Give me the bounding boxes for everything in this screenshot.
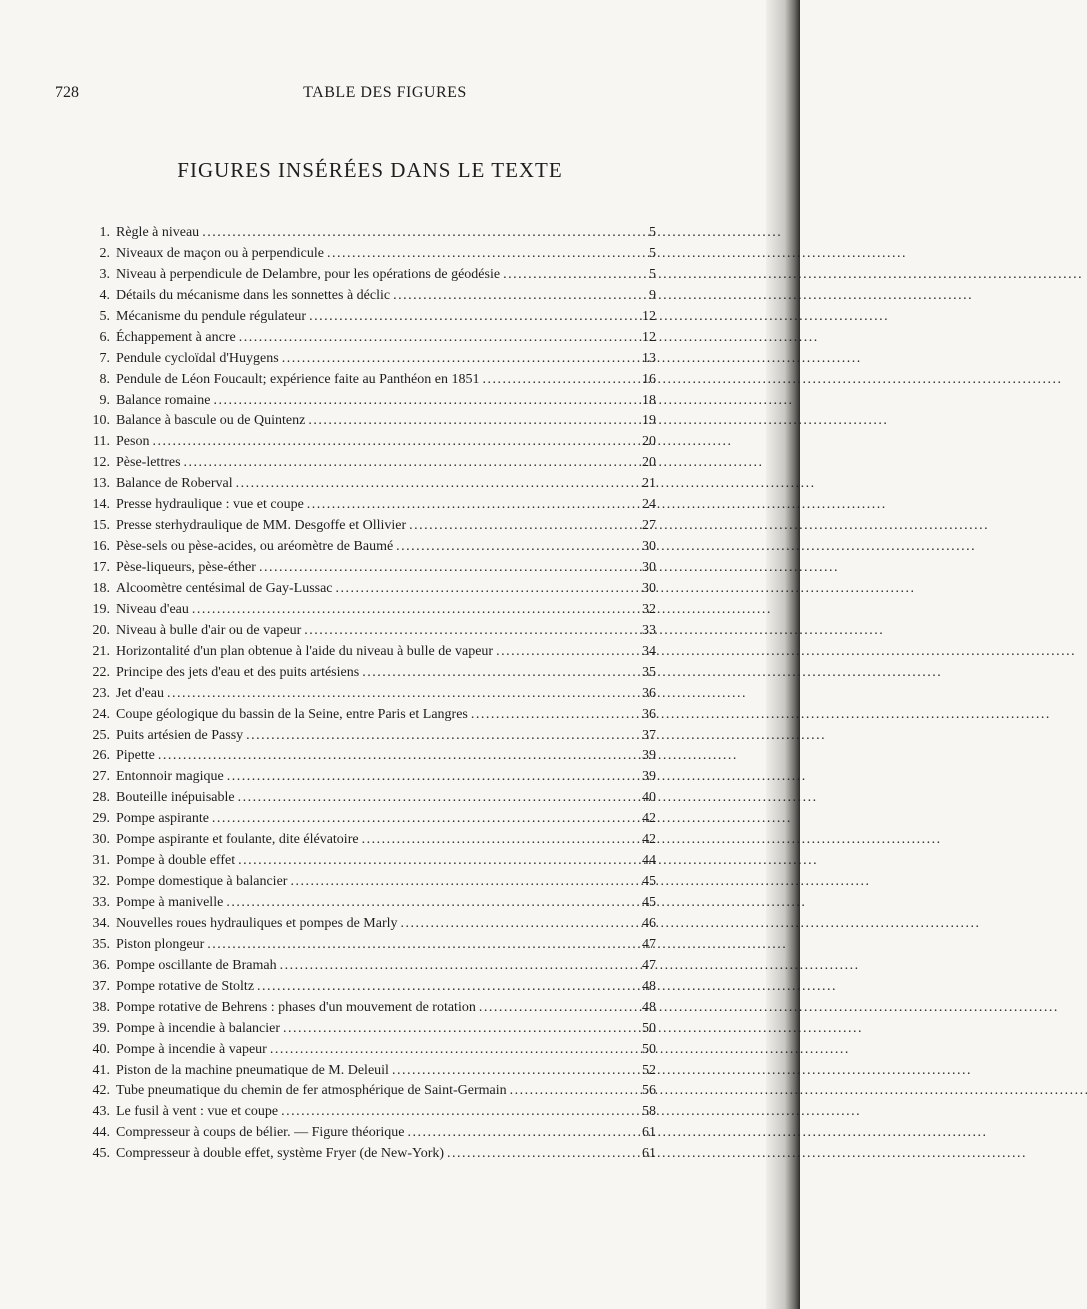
dot-leader xyxy=(238,788,625,809)
figure-entry xyxy=(86,705,656,726)
figure-entry xyxy=(86,265,656,286)
figure-page-number: 13 xyxy=(642,350,656,366)
figure-number: 24. xyxy=(92,706,110,722)
figure-page-number: 16 xyxy=(642,371,656,387)
dot-leader xyxy=(239,328,625,349)
dot-leader xyxy=(510,1081,625,1102)
figure-label: Pèse-sels ou pèse-acides, ou aréomètre de Baumé xyxy=(116,539,394,555)
figure-list xyxy=(86,223,656,1165)
figure-label: Pompe aspirante xyxy=(116,811,209,827)
figure-entry xyxy=(86,621,656,642)
figure-number: 28. xyxy=(92,790,110,806)
figure-number: 9. xyxy=(99,392,110,408)
figure-label: Balance romaine xyxy=(116,392,211,408)
figure-page-number: 19 xyxy=(642,413,656,429)
figure-page-number: 20 xyxy=(642,455,656,471)
figure-label: Niveau d'eau xyxy=(116,601,189,617)
dot-leader xyxy=(409,516,625,537)
figure-number: 3. xyxy=(99,266,110,282)
figure-number: 18. xyxy=(92,580,110,596)
dot-leader xyxy=(496,642,625,663)
figure-page-number: 44 xyxy=(642,853,656,869)
figure-label: Pompe rotative de Stoltz xyxy=(116,978,255,994)
figure-label: Niveaux de maçon ou à perpendicule xyxy=(116,245,324,261)
figure-page-number: 27 xyxy=(642,518,656,534)
figure-entry xyxy=(86,453,656,474)
dot-leader xyxy=(327,244,625,265)
figure-page-number: 48 xyxy=(642,999,656,1015)
figure-label: Coupe géologique du bassin de la Seine, entre Paris et Langres xyxy=(116,706,468,722)
figure-entry xyxy=(86,935,656,956)
figure-number: 26. xyxy=(92,748,110,764)
figure-label: Pompe rotative de Behrens : phases d'un mouvement de rotation xyxy=(116,999,476,1015)
figure-label: Pendule de Léon Foucault; expérience faite au Panthéon en 1851 xyxy=(116,371,480,387)
figure-page-number: 45 xyxy=(642,895,656,910)
figure-label: Pendule cycloïdal d'Huygens xyxy=(116,350,279,366)
figure-label: Peson xyxy=(116,434,150,450)
figure-number: 40. xyxy=(92,1041,110,1057)
figure-entry xyxy=(86,642,656,663)
dot-leader xyxy=(236,474,625,495)
figure-label: Balance de Roberval xyxy=(116,476,233,492)
dot-leader xyxy=(226,893,625,914)
figure-page-number: 20 xyxy=(642,434,656,450)
dot-leader xyxy=(307,495,625,516)
figure-label: Le fusil à vent : vue et coupe xyxy=(116,1104,279,1120)
figure-number: 22. xyxy=(92,664,110,680)
dot-leader xyxy=(407,1123,625,1144)
figure-entry xyxy=(86,914,656,935)
figure-number: 38. xyxy=(92,999,110,1015)
figure-label: Nouvelles roues hydrauliques et pompes de Marly xyxy=(116,915,398,931)
figure-number: 44. xyxy=(92,1125,110,1141)
figure-entry xyxy=(86,809,656,830)
dot-leader xyxy=(479,998,625,1019)
dot-leader xyxy=(257,977,625,998)
dot-leader xyxy=(207,935,625,956)
figure-number: 11. xyxy=(93,434,110,450)
figure-label: Détails du mécanisme dans les sonnettes à déclic xyxy=(116,287,391,303)
figure-number: 39. xyxy=(92,1020,110,1036)
dot-leader xyxy=(184,453,625,474)
figure-entry xyxy=(86,558,656,579)
figure-page-number: 32 xyxy=(642,601,656,617)
figure-label: Compresseur à double effet, système Fryer (de New-York) xyxy=(116,1146,445,1162)
figure-label: Horizontalité d'un plan obtenue à l'aide du niveau à bulle de vapeur xyxy=(116,643,494,659)
figure-label: Pompe à manivelle xyxy=(116,895,224,910)
dot-leader xyxy=(309,307,625,328)
figure-entry xyxy=(86,746,656,767)
figure-entry xyxy=(86,1040,656,1061)
figure-number: 33. xyxy=(92,895,110,910)
figure-label: Niveau à bulle d'air ou de vapeur xyxy=(116,622,302,638)
dot-leader xyxy=(202,223,625,244)
figure-number: 16. xyxy=(92,539,110,555)
figure-page-number: 58 xyxy=(642,1104,656,1120)
figure-number: 4. xyxy=(99,287,110,303)
dot-leader xyxy=(227,767,625,788)
figure-page-number: 48 xyxy=(642,978,656,994)
figure-entry xyxy=(86,516,656,537)
figure-number: 10. xyxy=(92,413,110,429)
figure-label: Presse hydraulique : vue et coupe xyxy=(116,497,304,513)
figure-label: Entonnoir magique xyxy=(116,769,224,785)
dot-leader xyxy=(192,600,625,621)
figure-page-number: 50 xyxy=(642,1020,656,1036)
figure-entry xyxy=(86,1019,656,1040)
figure-label: Pipette xyxy=(116,748,155,764)
figure-label: Échappement à ancre xyxy=(116,329,236,345)
figure-page-number: 12 xyxy=(642,329,656,345)
page-number: 728 xyxy=(55,84,79,101)
figure-label: Pompe aspirante et foulante, dite élévatoire xyxy=(116,832,359,848)
figure-page-number: 24 xyxy=(642,497,656,513)
figure-number: 8. xyxy=(99,371,110,387)
dot-leader xyxy=(392,1061,625,1082)
figure-page-number: 9 xyxy=(649,287,656,303)
figure-number: 25. xyxy=(92,727,110,743)
dot-leader xyxy=(503,265,625,286)
figure-page-number: 12 xyxy=(642,308,656,324)
figure-page-number: 40 xyxy=(642,790,656,806)
figure-entry xyxy=(86,1081,656,1102)
figure-entry xyxy=(86,998,656,1019)
dot-leader xyxy=(282,349,625,370)
figure-number: 32. xyxy=(92,874,110,890)
figure-entry xyxy=(86,432,656,453)
figure-entry xyxy=(86,244,656,265)
figure-entry xyxy=(86,537,656,558)
figure-entry xyxy=(86,600,656,621)
figure-entry xyxy=(86,328,656,349)
figure-label: Compresseur à coups de bélier. — Figure théorique xyxy=(116,1125,405,1141)
figure-page-number: 45 xyxy=(642,874,656,890)
dot-leader xyxy=(471,705,625,726)
figure-label: Puits artésien de Passy xyxy=(116,727,244,743)
figure-page-number: 33 xyxy=(642,622,656,638)
figure-label: Pompe oscillante de Bramah xyxy=(116,957,277,973)
figure-label: Piston plongeur xyxy=(116,936,205,952)
figure-number: 21. xyxy=(92,643,110,659)
figure-number: 34. xyxy=(92,915,110,931)
figure-entry xyxy=(86,307,656,328)
figure-entry xyxy=(86,663,656,684)
dot-leader xyxy=(290,872,625,893)
dot-leader xyxy=(393,286,625,307)
figure-page-number: 5 xyxy=(649,225,656,240)
figure-number: 17. xyxy=(92,560,110,575)
figure-number: 2. xyxy=(99,245,110,261)
figure-number: 13. xyxy=(92,476,110,492)
figure-number: 19. xyxy=(92,601,110,617)
section-title: FIGURES INSÉRÉES DANS LE TEXTE xyxy=(177,158,563,182)
figure-entry xyxy=(86,872,656,893)
figure-entry xyxy=(86,391,656,412)
figure-number: 6. xyxy=(99,329,110,345)
figure-page-number: 39 xyxy=(642,769,656,785)
figure-number: 5. xyxy=(99,308,110,324)
dot-leader xyxy=(281,1102,625,1123)
figure-number: 23. xyxy=(92,685,110,701)
dot-leader xyxy=(158,746,625,767)
figure-entry xyxy=(86,977,656,998)
figure-entry xyxy=(86,893,656,914)
figure-entry xyxy=(86,956,656,977)
figure-entry xyxy=(86,1061,656,1082)
dot-leader xyxy=(304,621,625,642)
figure-page-number: 47 xyxy=(642,936,656,952)
figure-number: 1. xyxy=(99,225,110,240)
figure-entry xyxy=(86,411,656,432)
page-header xyxy=(50,84,720,106)
figure-number: 20. xyxy=(92,622,110,638)
running-title: TABLE DES FIGURES xyxy=(303,84,467,101)
figure-page-number: 39 xyxy=(642,748,656,764)
figure-entry xyxy=(86,370,656,391)
figure-number: 31. xyxy=(92,853,110,869)
figure-number: 43. xyxy=(92,1104,110,1120)
figure-number: 42. xyxy=(92,1083,110,1099)
figure-label: Pompe à incendie à balancier xyxy=(116,1020,281,1036)
figure-page-number: 30 xyxy=(642,580,656,596)
figure-number: 36. xyxy=(92,957,110,973)
figure-entry xyxy=(86,851,656,872)
figure-page-number: 37 xyxy=(642,727,656,743)
figure-label: Jet d'eau xyxy=(116,685,165,701)
figure-label: Pompe à incendie à vapeur xyxy=(116,1041,267,1057)
figure-number: 7. xyxy=(99,350,110,366)
figure-page-number: 56 xyxy=(642,1083,656,1099)
figure-page-number: 21 xyxy=(642,476,656,492)
dot-leader xyxy=(280,956,625,977)
dot-leader xyxy=(308,411,625,432)
figure-entry xyxy=(86,579,656,600)
figure-number: 27. xyxy=(92,769,110,785)
figure-number: 14. xyxy=(92,497,110,513)
figure-page-number: 36 xyxy=(642,706,656,722)
dot-leader xyxy=(362,830,625,851)
figure-label: Tube pneumatique du chemin de fer atmosphérique de Saint-Germain xyxy=(116,1083,507,1099)
figure-entry xyxy=(86,767,656,788)
figure-page-number: 52 xyxy=(642,1062,656,1078)
dot-leader xyxy=(152,432,625,453)
figure-page-number: 5 xyxy=(649,245,656,261)
dot-leader xyxy=(246,726,625,747)
figure-page-number: 30 xyxy=(642,539,656,555)
figure-number: 29. xyxy=(92,811,110,827)
figure-page-number: 47 xyxy=(642,957,656,973)
dot-leader xyxy=(167,684,625,705)
figure-entry xyxy=(86,726,656,747)
dot-leader xyxy=(362,663,625,684)
figure-number: 41. xyxy=(92,1062,110,1078)
figure-page-number: 50 xyxy=(642,1041,656,1057)
figure-entry xyxy=(86,474,656,495)
dot-leader xyxy=(396,537,625,558)
figure-label: Balance à bascule ou de Quintenz xyxy=(116,413,306,429)
figure-number: 12. xyxy=(92,455,110,471)
figure-number: 45. xyxy=(92,1146,110,1162)
dot-leader xyxy=(483,370,626,391)
figure-entry xyxy=(86,349,656,370)
figure-number: 37. xyxy=(92,978,110,994)
figure-entry xyxy=(86,788,656,809)
figure-page-number: 30 xyxy=(642,560,656,575)
figure-label: Piston de la machine pneumatique de M. Deleuil xyxy=(116,1062,389,1078)
figure-label: Alcoomètre centésimal de Gay-Lussac xyxy=(116,580,333,596)
figure-page-number: 5 xyxy=(649,266,656,282)
figure-entry xyxy=(86,495,656,516)
figure-page-number: 46 xyxy=(642,915,656,931)
figure-entry xyxy=(86,1123,656,1144)
figure-page-number: 42 xyxy=(642,832,656,848)
figure-number: 35. xyxy=(92,936,110,952)
dot-leader xyxy=(336,579,625,600)
figure-entry xyxy=(86,1102,656,1123)
dot-leader xyxy=(213,391,625,412)
figure-number: 30. xyxy=(92,832,110,848)
figure-page-number: 61 xyxy=(642,1125,656,1141)
figure-label: Pèse-lettres xyxy=(116,455,181,471)
dot-leader xyxy=(283,1019,625,1040)
figure-page-number: 18 xyxy=(642,392,656,408)
figure-label: Règle à niveau xyxy=(116,225,200,240)
figure-label: Niveau à perpendicule de Delambre, pour les opérations de géodésie xyxy=(116,266,501,282)
figure-entry xyxy=(86,223,656,244)
dot-leader xyxy=(447,1144,625,1165)
figure-page-number: 36 xyxy=(642,685,656,701)
figure-entry xyxy=(86,1144,656,1165)
figure-label: Presse sterhydraulique de MM. Desgoffe et Ollivier xyxy=(116,518,407,534)
dot-leader xyxy=(259,558,625,579)
figure-page-number: 61 xyxy=(642,1146,656,1162)
figure-label: Bouteille inépuisable xyxy=(116,790,235,806)
figure-entry xyxy=(86,684,656,705)
figure-number: 15. xyxy=(92,518,110,534)
figure-label: Pèse-liqueurs, pèse-éther xyxy=(116,560,256,575)
dot-leader xyxy=(238,851,625,872)
figure-entry xyxy=(86,830,656,851)
figure-page-number: 34 xyxy=(642,643,656,659)
figure-entry xyxy=(86,286,656,307)
figure-page-number: 42 xyxy=(642,811,656,827)
dot-leader xyxy=(401,914,626,935)
figure-label: Pompe à double effet xyxy=(116,853,236,869)
dot-leader xyxy=(212,809,625,830)
figure-label: Principe des jets d'eau et des puits artésiens xyxy=(116,664,360,680)
figure-label: Pompe domestique à balancier xyxy=(116,874,288,890)
figure-page-number: 35 xyxy=(642,664,656,680)
figure-label: Mécanisme du pendule régulateur xyxy=(116,308,307,324)
dot-leader xyxy=(270,1040,625,1061)
